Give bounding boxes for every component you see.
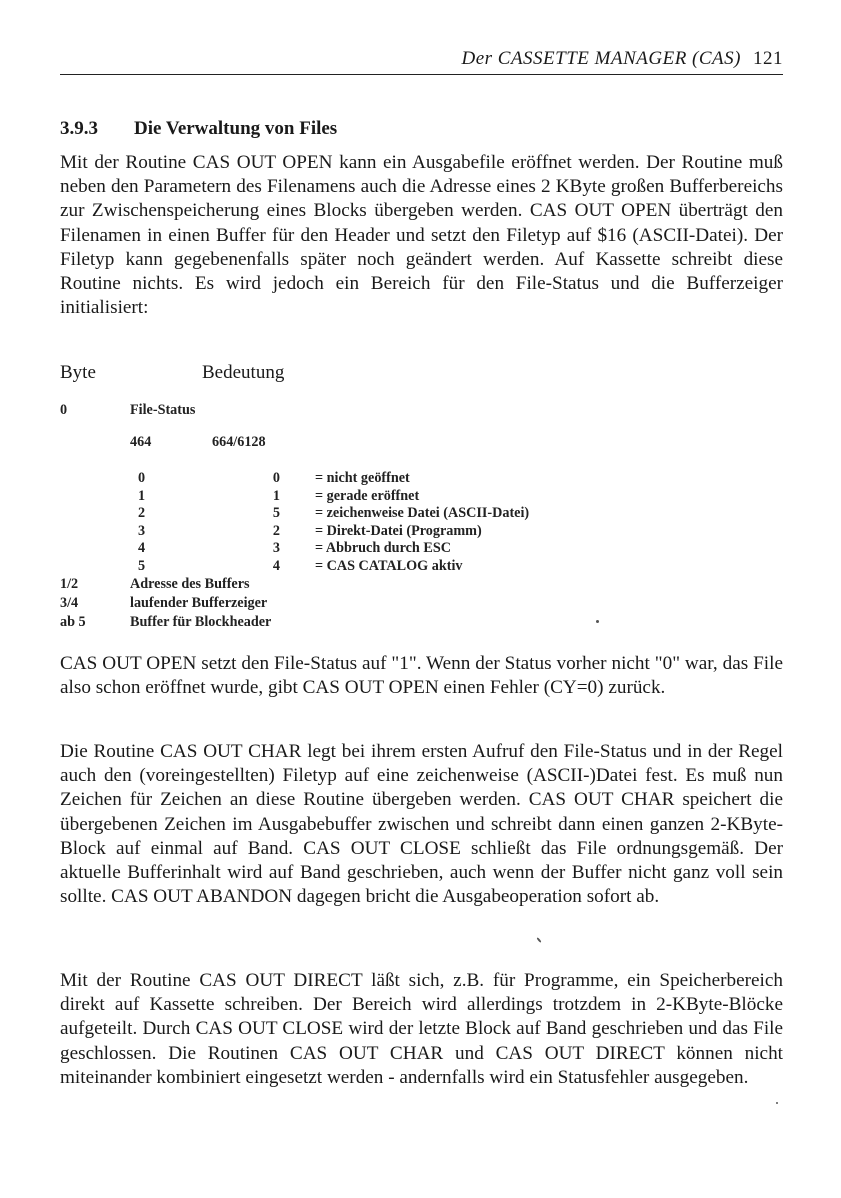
status-meaning: = gerade eröffnet	[315, 487, 420, 504]
status-value-464: 0	[138, 470, 146, 486]
print-speck	[536, 937, 541, 943]
byte-row-offset: 1/2	[60, 576, 79, 592]
page-number: 121	[753, 48, 783, 69]
status-value-664: 4	[272, 558, 280, 574]
table-header-meaning: Bedeutung	[202, 362, 285, 383]
running-header	[60, 46, 783, 75]
status-meaning: = nicht geöffnet	[315, 470, 410, 486]
section-title: Die Verwaltung von Files	[134, 118, 338, 139]
byte-row-offset: 3/4	[60, 595, 79, 611]
status-value-464: 3	[138, 522, 146, 539]
print-speck	[596, 620, 599, 623]
status-value-464: 1	[138, 487, 146, 504]
subheader-664-6128: 664/6128	[212, 434, 266, 450]
print-speck	[776, 1102, 778, 1104]
row0-byte: 0	[60, 402, 68, 418]
status-meaning: = zeichenweise Datei (ASCII-Datei)	[315, 505, 530, 522]
section-number: 3.9.3	[60, 118, 98, 139]
byte-row-desc: laufender Bufferzeiger	[130, 595, 268, 611]
status-value-664: 3	[272, 540, 280, 557]
status-value-664: 5	[272, 505, 280, 522]
paragraph-out-direct: Mit der Routine CAS OUT DIRECT läßt sich, z.B. für Programme, ein Speicherbereich direkt auf Kassette schreiben. Der Bereich wird allerdings trotzdem in 2-KByte-Blöcke aufgeteilt. Durch CAS OUT CLOSE wird der letzte Block auf Band geschrieben und das File geschlossen. Die Routinen CAS OUT CHAR und CAS OUT DIRECT können nicht miteinander kombiniert eingesetzt werden - andernfalls wird ein Statusfehler ausgegeben.	[60, 970, 783, 1088]
status-value-664: 2	[272, 522, 280, 539]
table-header-byte: Byte	[60, 362, 96, 383]
status-value-464: 4	[138, 540, 146, 557]
section-heading	[60, 118, 337, 140]
paragraph-out-char: Die Routine CAS OUT CHAR legt bei ihrem ersten Aufruf den File-Status und in der Regel auch den (voreingestellten) Filetyp auf eine zeichenweise (ASCII-)Datei fest. Es muß nun Zeichen für Zeichen an diese Routine übergeben werden. CAS OUT CHAR speichert die übergebenen Zeichen im Ausgabebuffer zwischen und schreibt dann einen ganzen 2-KByte-Block auf einmal auf Band. CAS OUT CLOSE schließt das File ordnungsgemäß. Der aktuelle Bufferinhalt wird auf Band geschrieben, auch wenn der Buffer nicht ganz voll sein sollte. CAS OUT ABANDON dagegen bricht die Ausgabeoperation sofort ab.	[60, 741, 783, 908]
paragraph-intro: Mit der Routine CAS OUT OPEN kann ein Ausgabefile eröffnet werden. Der Routine muß neben den Parametern des Filenamens auch die Adresse eines 2 KByte großen Bufferbereichs zur Zwischenspeicherung eines Blocks übergeben werden. CAS OUT OPEN überträgt den Filenamen in einen Buffer für den Header und setzt den Filetyp auf $16 (ASCII-Datei). Der Filetyp kann gegebenenfalls später noch geändert werden. Auf Kassette schreibt diese Routine nichts. Es wird jedoch ein Bereich für den File-Status und die Bufferzeiger initialisiert:	[60, 152, 783, 319]
status-value-664: 1	[272, 487, 280, 504]
status-meaning: = Abbruch durch ESC	[315, 540, 451, 557]
subheader-464: 464	[130, 434, 152, 450]
byte-row-desc: Buffer für Blockheader	[130, 614, 272, 630]
status-meaning: = CAS CATALOG aktiv	[315, 558, 463, 574]
status-value-664: 0	[272, 470, 280, 486]
status-value-464: 2	[138, 505, 146, 522]
row0-desc: File-Status	[130, 402, 196, 418]
byte-row-offset: ab 5	[60, 614, 86, 630]
status-value-464: 5	[138, 558, 146, 574]
byte-row-desc: Adresse des Buffers	[130, 576, 250, 592]
running-header-title: Der CASSETTE MANAGER (CAS)	[461, 48, 741, 69]
status-meaning: = Direkt-Datei (Programm)	[315, 522, 482, 539]
paragraph-file-status: CAS OUT OPEN setzt den File-Status auf "1". Wenn der Status vorher nicht "0" war, das File also schon eröffnet wurde, gibt CAS OUT OPEN einen Fehler (CY=0) zurück.	[60, 653, 783, 699]
